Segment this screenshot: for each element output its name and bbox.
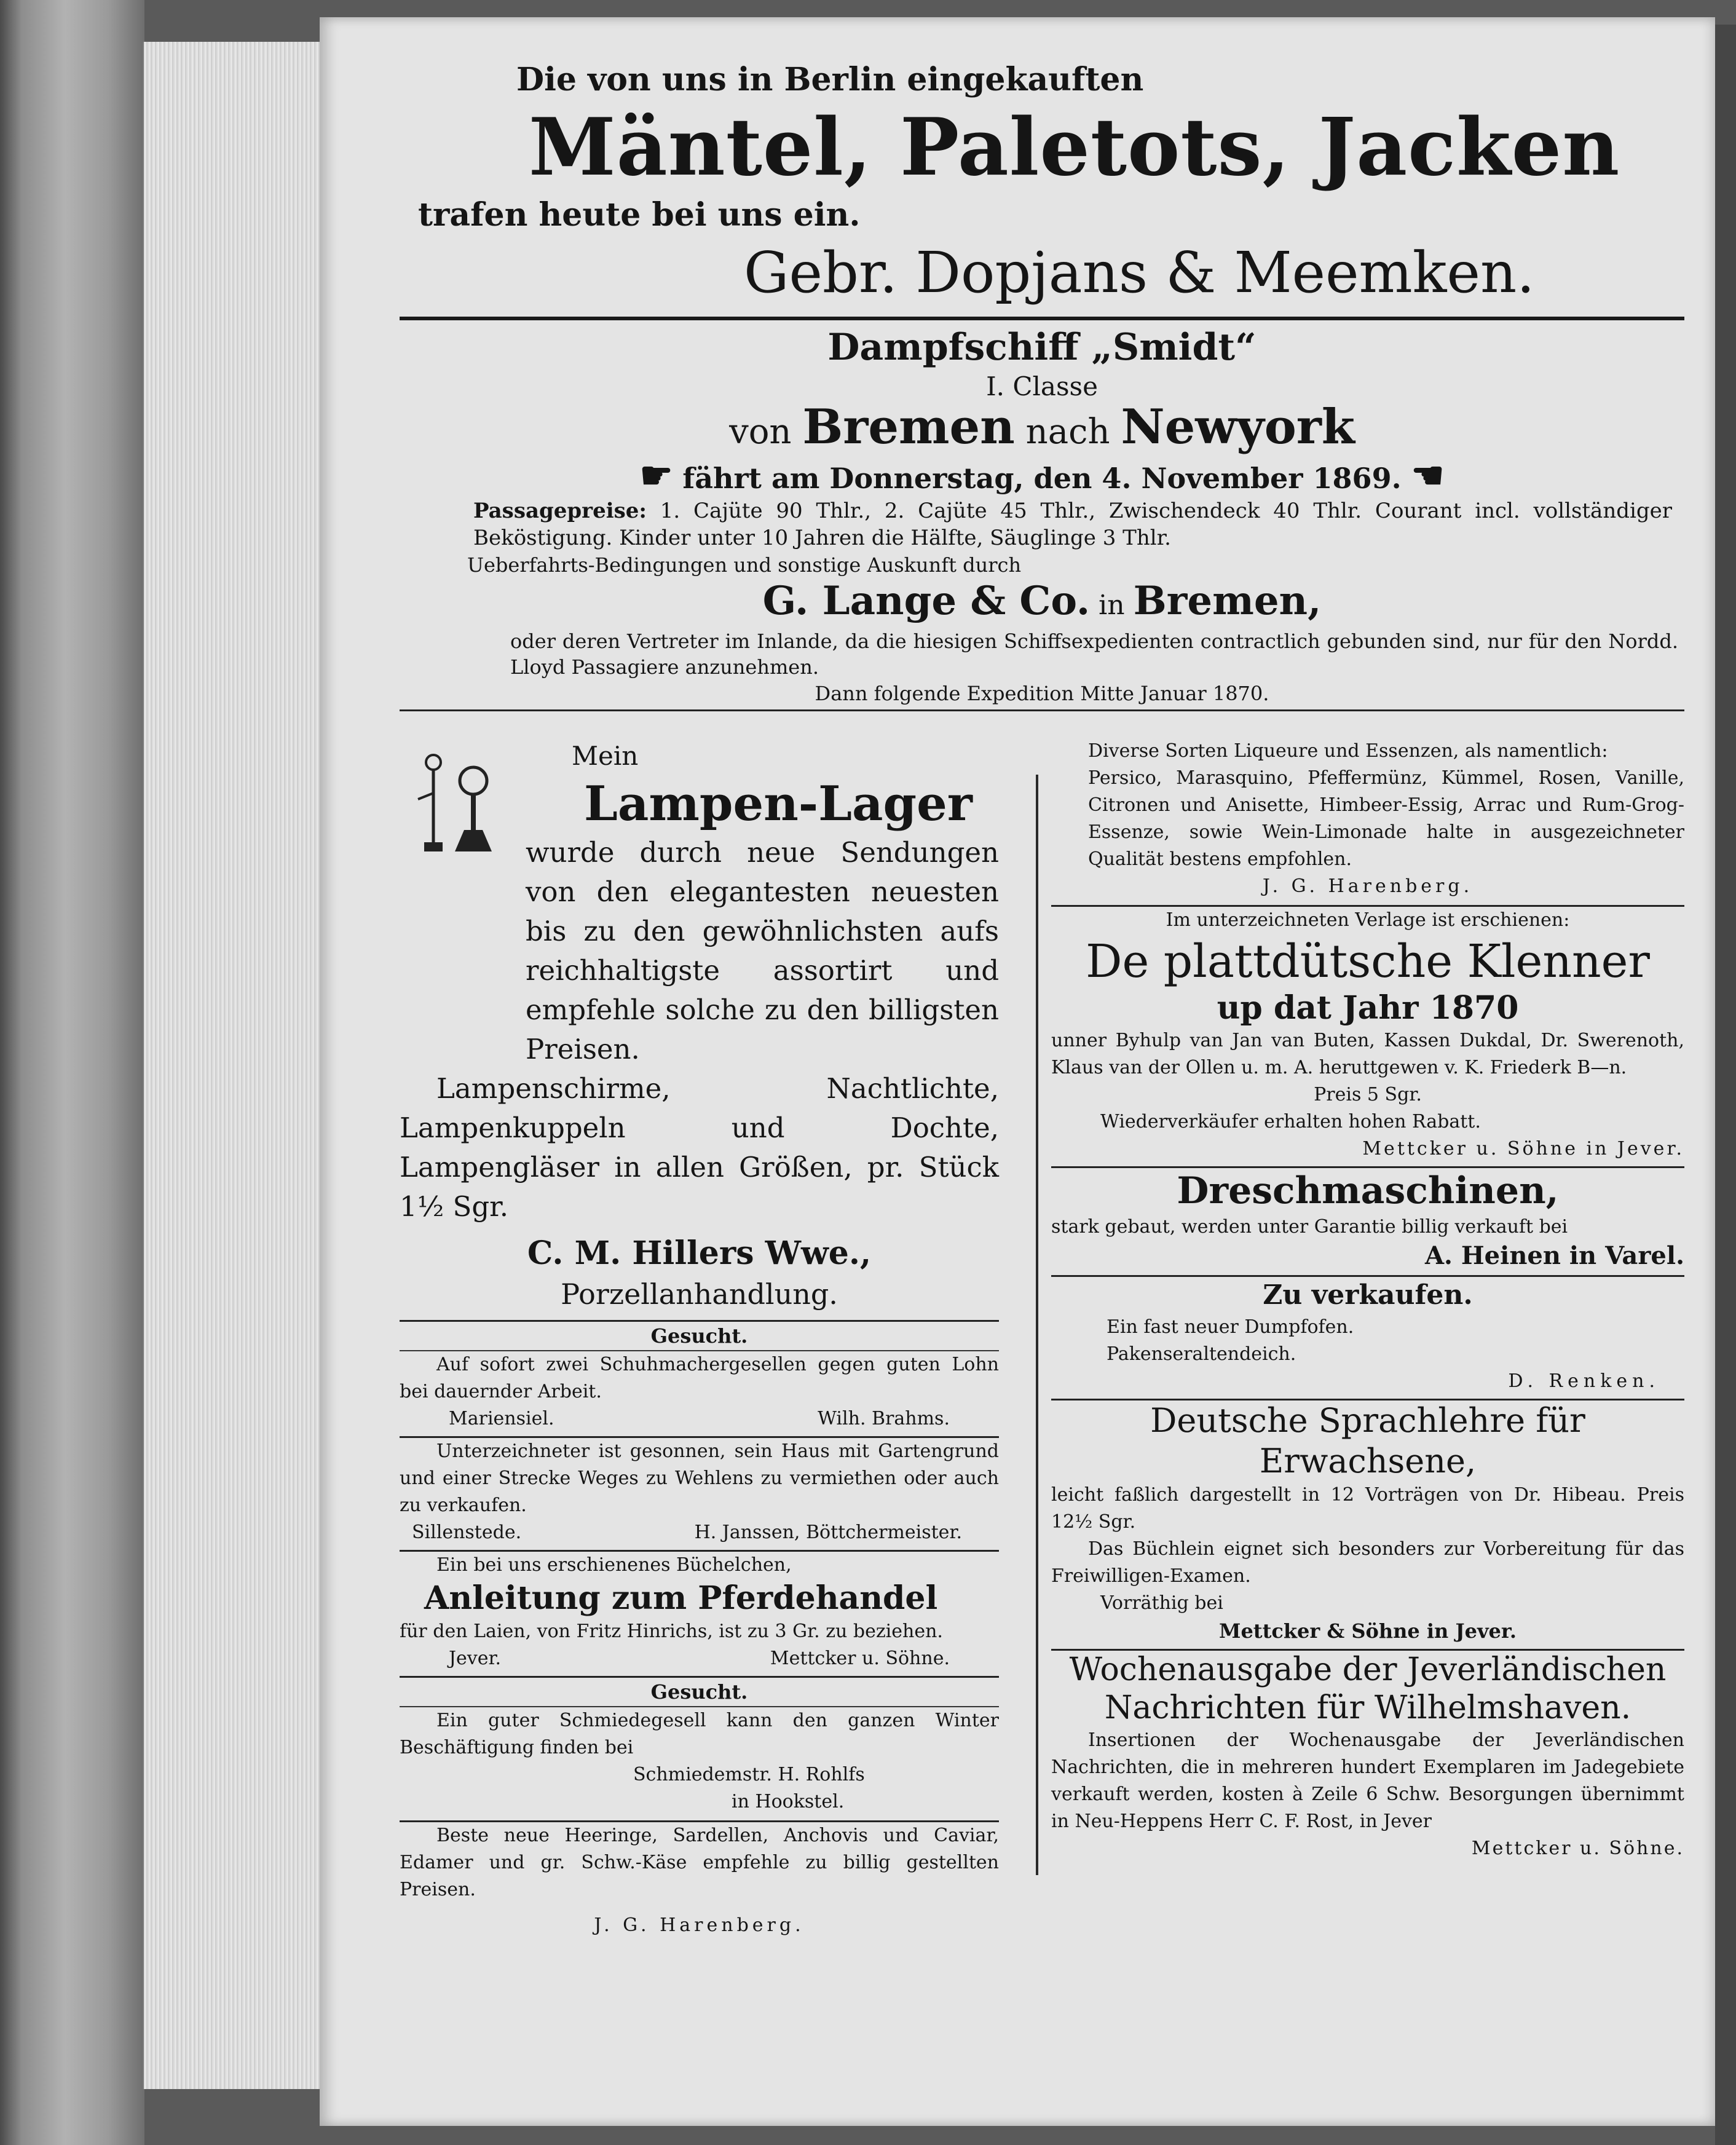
wanted-2-title: Gesucht. <box>650 1680 748 1704</box>
wanted-ad-2 <box>400 1678 999 1815</box>
lamp-firm: C. M. Hillers Wwe., <box>527 1234 872 1272</box>
house-text: Unterzeichneter ist gesonnen, sein Haus mit Gartengrund und einer Strecke Weges zu Wehlens zu vermiethen oder auch zu verkaufen. <box>400 1440 999 1516</box>
horse-place: Jever. <box>449 1648 502 1669</box>
lamp-ad <box>400 738 999 1313</box>
house-sign: H. Janssen, Böttchermeister. <box>694 1522 962 1543</box>
for-sale-place: Pakenseraltendeich. <box>1107 1343 1296 1365</box>
lamp-text: wurde durch neue Sendungen von den elegantesten neuesten bis zu den gewöhnlichsten aufs reichhaltigste assortirt und empfehle solche zu den billigsten Preisen. <box>526 836 999 1065</box>
coat-ad-firm: Gebr. Dopjans & Meemken. <box>744 240 1535 306</box>
weekly-edition-ad <box>1051 1651 1684 1862</box>
horse-sign: Mettcker u. Söhne. <box>770 1648 950 1669</box>
grammar-vorr: Vorräthig bei <box>1100 1592 1223 1614</box>
grammar-text: leicht faßlich dargestellt in 12 Vorträgen von Dr. Hibeau. Preis 12½ Sgr. <box>1051 1484 1684 1533</box>
two-column-section <box>400 738 1684 1967</box>
steamship-ad <box>400 324 1684 707</box>
top-section <box>400 58 1684 711</box>
calendar-ad <box>1051 907 1684 1163</box>
steamship-title: Dampfschiff „Smidt“ <box>827 326 1257 369</box>
grammar-sign: Mettcker & Söhne in Jever. <box>1219 1619 1517 1643</box>
next-expedition: Dann folgende Expedition Mitte Januar 1870. <box>815 682 1269 705</box>
horse-intro: Ein bei uns erschienenes Büchelchen, <box>436 1554 792 1576</box>
steamship-class: I. Classe <box>986 371 1098 401</box>
agent-line <box>400 579 1684 628</box>
wanted-1-footer <box>400 1405 999 1432</box>
coat-ad-line: trafen heute bei uns ein. <box>418 196 861 234</box>
agent-in: in <box>1099 590 1125 621</box>
weekly-title: Wochenausgabe der Jeverländischen <box>1069 1651 1667 1688</box>
agent-city: Bremen, <box>1133 578 1322 624</box>
agent-name: G. Lange & Co. <box>762 578 1091 624</box>
page-edges <box>143 42 322 2089</box>
agents-note: oder deren Vertreter im Inlande, da die hiesigen Schiffsexpedienten contractlich gebunden sind, nur für den Nordd. Lloyd Passagiere anzunehmen. <box>510 630 1678 679</box>
lamp-firm-2: Porzellanhandlung. <box>561 1278 838 1311</box>
house-footer <box>400 1519 999 1546</box>
coat-ad <box>400 58 1684 309</box>
herring-sign: J. G. Harenberg. <box>594 1914 805 1936</box>
calendar-text: unner Byhulp van Jan van Buten, Kassen Dukdal, Dr. Swerenoth, Klaus van der Ollen u. m. A. heruttgewen v. K. Friederk B—n. <box>1051 1030 1684 1078</box>
right-column <box>1051 738 1684 1862</box>
wanted-1-text: Auf sofort zwei Schuhmachergesellen gegen guten Lohn bei dauernder Arbeit. <box>400 1354 999 1402</box>
nach-label: nach <box>1025 412 1110 452</box>
horse-title: Anleitung zum Pferdehandel <box>424 1579 938 1617</box>
grammar-title: Deutsche Sprachlehre für Erwachsene, <box>1150 1401 1585 1480</box>
for-sale-text: Ein fast neuer Dumpfofen. <box>1107 1316 1354 1338</box>
horse-book-ad <box>400 1552 999 1672</box>
for-sale-ad <box>1051 1277 1684 1395</box>
fares-text <box>473 497 1672 551</box>
herring-text: Beste neue Heeringe, Sardellen, Anchovis und Caviar, Edamer und gr. Schw.-Käse empfehle zu billig gestellten Preisen. <box>400 1825 999 1900</box>
wanted-1-place: Mariensiel. <box>449 1408 554 1429</box>
left-column <box>400 738 999 1939</box>
house-place: Sillenstede. <box>412 1522 522 1543</box>
weekly-text: Insertionen der Wochenausgabe der Jeverländischen Nachrichten, die in mehreren hundert Exemplaren im Jadegebiete verkauft werden, kosten à Zeile 6 Schw. Besorgungen übernimmt in Neu-Heppens Herr C. F. Rost, in Jever <box>1051 1729 1684 1832</box>
thresher-title: Dreschmaschinen, <box>1177 1169 1559 1212</box>
thresher-sign: A. Heinen in Varel. <box>1425 1241 1684 1270</box>
von-label: von <box>729 412 792 452</box>
pointing-hand-icon: ☚ <box>1411 454 1445 497</box>
sailing-line <box>400 454 1684 497</box>
lamp-mein: Mein <box>572 741 639 771</box>
calendar-intro: Im unterzeichneten Verlage ist erschienen: <box>1166 909 1570 931</box>
grammar-book-ad <box>1051 1400 1684 1645</box>
calendar-price: Preis 5 Sgr. <box>1314 1084 1422 1105</box>
route-from: Bremen <box>802 399 1015 455</box>
book-spine <box>0 0 144 2145</box>
sailing-date: fährt am Donnerstag, den 4. November 1869. <box>682 462 1402 495</box>
route-line <box>400 399 1684 457</box>
wanted-2-sign-2: in Hookstel. <box>732 1791 845 1812</box>
route-to: Newyork <box>1121 399 1355 455</box>
calendar-title: De plattdütsche Klenner <box>1086 935 1650 988</box>
coat-ad-intro: Die von uns in Berlin eingekauften <box>516 61 1144 98</box>
wanted-1-sign: Wilh. Brahms. <box>818 1408 950 1429</box>
wanted-2-text: Ein guter Schmiedegesell kann den ganzen Winter Beschäftigung finden bei <box>400 1710 999 1758</box>
house-ad <box>400 1438 999 1546</box>
liqueur-ad <box>1051 738 1684 900</box>
horse-footer <box>400 1645 999 1672</box>
grammar-text-2: Das Büchlein eignet sich besonders zur Vorbereitung für das Freiwilligen-Examen. <box>1051 1538 1684 1587</box>
lamp-text-2: Lampenschirme, Nachtlichte, Lampenkuppeln und Dochte, Lampengläser in allen Größen, pr. Stück 1½ Sgr. <box>400 1072 999 1223</box>
thresher-ad <box>1051 1168 1684 1271</box>
fares-details: 1. Cajüte 90 Thlr., 2. Cajüte 45 Thlr., Zwischendeck 40 Thlr. Courant incl. vollständiger Beköstigung. Kinder unter 10 Jahren die Hälfte, Säuglinge 3 Thlr. <box>473 499 1673 550</box>
calendar-rabatt: Wiederverkäufer erhalten hohen Rabatt. <box>1100 1111 1481 1132</box>
liqueur-sign: J. G. Harenberg. <box>1262 875 1474 897</box>
conditions-line: Ueberfahrts-Bedingungen und sonstige Auskunft durch <box>467 553 1022 577</box>
weekly-title-2: Nachrichten für Wilhelmshaven. <box>1104 1689 1631 1726</box>
calendar-subtitle: up dat Jahr 1870 <box>1217 989 1519 1027</box>
coat-ad-headline: Mäntel, Paletots, Jacken <box>529 101 1620 194</box>
liqueur-list: Persico, Marasquino, Pfeffermünz, Kümmel, Rosen, Vanille, Citronen und Anisette, Himbeer-Essig, Arrac und Rum-Grog-Essenze, sowie Wein-Limonade halte in ausgezeichneter Qualität bestens empfohlen. <box>1088 767 1684 870</box>
lamp-icon <box>412 750 498 855</box>
for-sale-title: Zu verkaufen. <box>1263 1279 1473 1311</box>
pointing-hand-icon: ☛ <box>639 454 673 497</box>
for-sale-sign: D. Renken. <box>1508 1370 1660 1392</box>
lamp-title: Lampen-Lager <box>584 776 973 832</box>
liqueur-text: Diverse Sorten Liqueure und Essenzen, als namentlich: <box>1088 740 1608 762</box>
horse-text: für den Laien, von Fritz Hinrichs, ist zu 3 Gr. zu beziehen. <box>400 1621 943 1642</box>
thresher-text: stark gebaut, werden unter Garantie billig verkauft bei <box>1051 1216 1568 1238</box>
herring-ad <box>400 1822 999 1939</box>
wanted-ad-1 <box>400 1322 999 1432</box>
wanted-1-title: Gesucht. <box>650 1324 748 1348</box>
calendar-sign: Mettcker u. Söhne in Jever. <box>1362 1138 1684 1159</box>
divider <box>400 317 1684 320</box>
divider <box>400 709 1684 711</box>
fares-label: Passagepreise: <box>473 499 647 523</box>
column-rule <box>1036 775 1038 1875</box>
right-shadow <box>1715 25 1736 2145</box>
weekly-sign: Mettcker u. Söhne. <box>1471 1838 1684 1859</box>
wanted-2-sign: Schmiedemstr. H. Rohlfs <box>633 1764 865 1785</box>
